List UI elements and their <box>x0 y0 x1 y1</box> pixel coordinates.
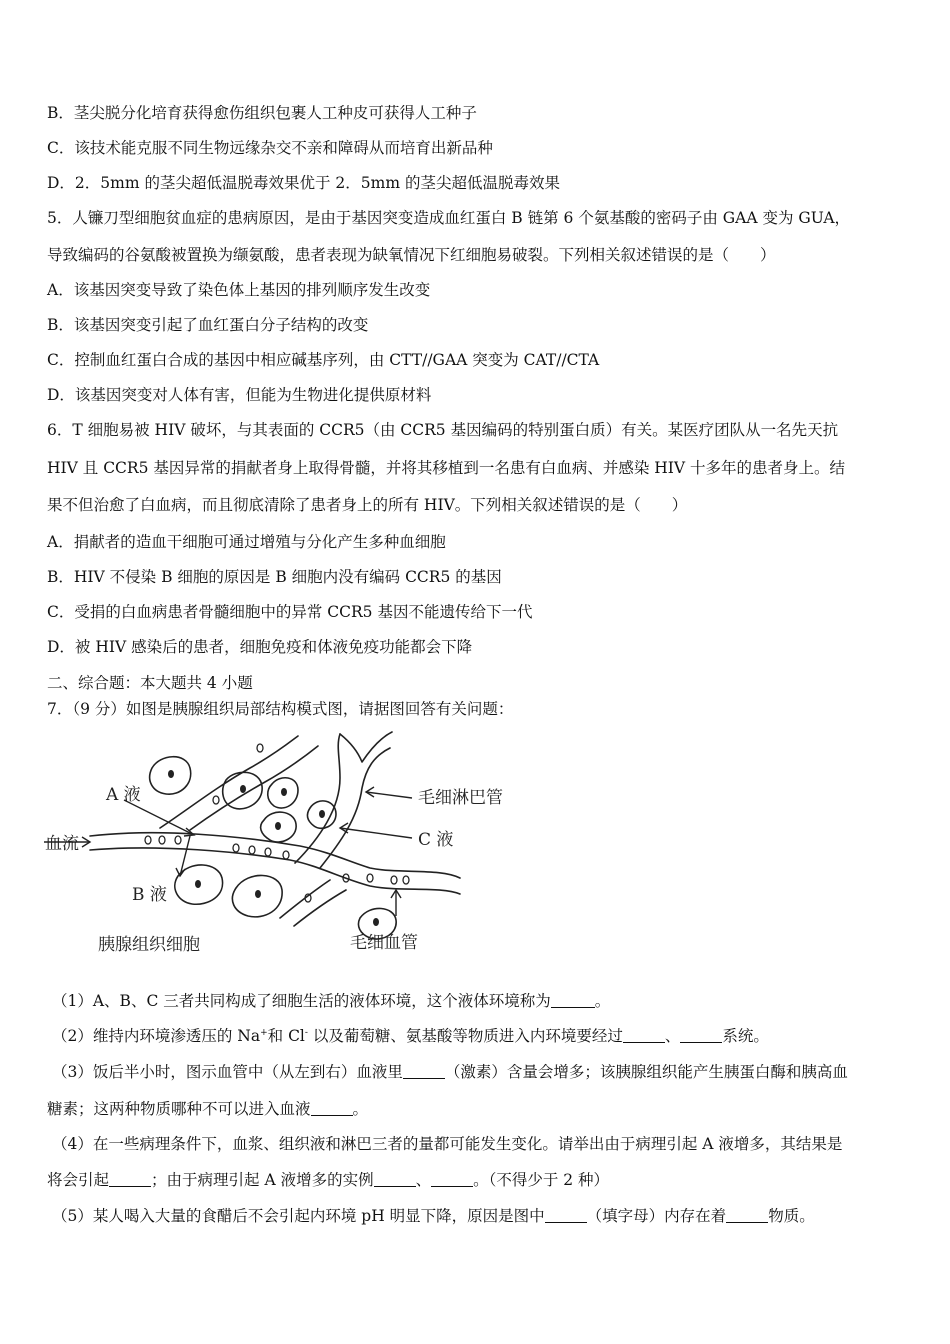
q6-stem-line2: HIV 且 CCR5 基因异常的捐献者身上取得骨髓，并将其移植到一名患有白血病、并感染 HIV 十多年的患者身上。结 <box>47 459 846 477</box>
q7-part3-text: （激素）含量会增多；该胰腺组织能产生胰蛋白酶和胰高血 <box>444 1063 848 1081</box>
answer-blank[interactable] <box>623 1028 665 1043</box>
answer-blank[interactable] <box>545 1208 587 1223</box>
q7-part4-line1: （4）在一些病理条件下，血浆、组织液和淋巴三者的量都可能发生变化。请举出由于病理引起 A 液增多，其结果是 <box>52 1135 843 1153</box>
q7-part4-end: 。（不得少于 2 种） <box>473 1171 610 1189</box>
label-c-fluid: C 液 <box>418 830 454 850</box>
chloride-charge: - <box>304 1028 308 1038</box>
q7-part4-line2 <box>47 1170 609 1190</box>
blood-cell <box>175 836 181 844</box>
q7-part4-text: ；由于病理引起 A 液增多的实例 <box>151 1171 374 1189</box>
blood-cell <box>265 848 271 856</box>
label-a-fluid: A 液 <box>106 785 141 805</box>
q7-part4-text: 将会引起 <box>47 1171 110 1189</box>
answer-blank[interactable] <box>374 1172 416 1187</box>
vessel-upper-left-wall <box>160 736 298 828</box>
label-b-fluid: B 液 <box>132 885 167 905</box>
answer-blank[interactable] <box>403 1064 445 1079</box>
blood-cell <box>403 876 409 884</box>
q7-part2-end: 系统。 <box>722 1027 769 1045</box>
nucleus <box>373 918 379 926</box>
blood-cell <box>391 876 397 884</box>
vessel-lower-branch-wall-2 <box>294 890 346 926</box>
q7-part2 <box>52 1026 769 1046</box>
q7-part1-text: （1）A、B、C 三者共同构成了细胞生活的液体环境，这个液体环境称为 <box>52 992 551 1010</box>
q6-stem-line3: 果不但治愈了白血病，而且彻底清除了患者身上的所有 HIV。下列相关叙述错误的是（ ） <box>47 496 688 514</box>
q7-part5-text: （填字母）内存在着 <box>586 1207 727 1225</box>
q4-option-b: B．茎尖脱分化培育获得愈伤组织包裹人工种皮可获得人工种子 <box>47 104 477 122</box>
q7-part1-end: 。 <box>594 992 611 1010</box>
q7-part5-end: 物质。 <box>768 1207 815 1225</box>
answer-blank[interactable] <box>551 993 595 1008</box>
q6-option-b: B．HIV 不侵染 B 细胞的原因是 B 细胞内没有编码 CCR5 的基因 <box>47 568 502 586</box>
q5-option-b: B．该基因突变引起了血红蛋白分子结构的改变 <box>47 316 369 334</box>
lymph-branch <box>340 732 392 762</box>
q5-option-c: C．控制血红蛋白合成的基因中相应碱基序列，由 CTT//GAA 突变为 CAT//CTA <box>47 351 600 369</box>
q7-part3-text: （3）饭后半小时，图示血管中（从左到右）血液里 <box>52 1063 403 1081</box>
q7-stem: 7．（9 分）如图是胰腺组织局部结构模式图，请据图回答有关问题： <box>47 700 514 718</box>
q5-option-a: A．该基因突变导致了染色体上基因的排列顺序发生改变 <box>47 281 431 299</box>
vessel-upper-left-wall-2 <box>190 746 318 830</box>
q5-stem-line1: 5．人镰刀型细胞贫血症的患病原因，是由于基因突变造成血红蛋白 B 链第 6 个氨基酸的密码子由 GAA 变为 GUA， <box>47 209 851 227</box>
q4-option-d: D．2．5mm 的茎尖超低温脱毒效果优于 2．5mm 的茎尖超低温脱毒效果 <box>47 174 560 192</box>
q5-option-d: D．该基因突变对人体有害，但能为生物进化提供原材料 <box>47 386 432 404</box>
q7-part5 <box>52 1206 815 1226</box>
separator: 、 <box>415 1171 432 1189</box>
answer-blank[interactable] <box>726 1208 768 1223</box>
q7-part2-text: 和 Cl <box>267 1027 305 1045</box>
nucleus <box>255 890 261 898</box>
q7-part3-end: 。 <box>352 1100 369 1118</box>
answer-blank[interactable] <box>431 1172 473 1187</box>
q6-option-c: C．受捐的白血病患者骨髓细胞中的异常 CCR5 基因不能遗传给下一代 <box>47 603 533 621</box>
q7-part2-text: （2）维持内环境渗透压的 Na <box>52 1027 261 1045</box>
q5-stem-line2: 导致编码的谷氨酸被置换为缬氨酸，患者表现为缺氧情况下红细胞易破裂。下列相关叙述错误的是（ ） <box>47 246 776 264</box>
answer-blank[interactable] <box>680 1028 722 1043</box>
label-pancreas-cell: 胰腺组织细胞 <box>98 935 200 955</box>
q4-option-c: C．该技术能克服不同生物远缘杂交不亲和障碍从而培育出新品种 <box>47 139 493 157</box>
lymph-capillary-left-wall <box>295 734 340 863</box>
answer-blank[interactable] <box>109 1172 151 1187</box>
q7-part3-line2 <box>47 1099 368 1119</box>
pancreas-tissue-diagram <box>40 728 510 958</box>
nucleus <box>195 880 201 888</box>
sodium-charge: + <box>260 1028 268 1038</box>
nucleus <box>275 822 281 830</box>
label-blood-capillary: 毛细血管 <box>350 933 418 953</box>
label-blood-flow: 血流 <box>45 834 79 854</box>
blood-cell <box>145 836 151 844</box>
blood-cell <box>367 874 373 882</box>
lymph-capillary-right-wall <box>320 748 390 868</box>
nucleus <box>319 810 325 818</box>
q7-part1 <box>52 991 610 1011</box>
blood-cell <box>257 744 263 752</box>
q7-part5-text: （5）某人喝入大量的食醋后不会引起内环境 pH 明显下降，原因是图中 <box>52 1207 545 1225</box>
nucleus <box>240 785 246 793</box>
q7-part3-text: 糖素；这两种物质哪种不可以进入血液 <box>47 1100 311 1118</box>
nucleus <box>281 788 287 796</box>
blood-cell <box>159 836 165 844</box>
blood-cell <box>249 846 255 854</box>
section-heading: 二、综合题：本大题共 4 小题 <box>47 674 253 692</box>
answer-blank[interactable] <box>311 1101 353 1116</box>
q6-stem-line1: 6．T 细胞易被 HIV 破坏，与其表面的 CCR5（由 CCR5 基因编码的特别蛋白质）有关。某医疗团队从一名先天抗 <box>47 421 839 439</box>
q6-option-a: A．捐献者的造血干细胞可通过增殖与分化产生多种血细胞 <box>47 533 446 551</box>
q7-part3-line1 <box>52 1062 848 1082</box>
blood-cell <box>213 796 219 804</box>
q6-option-d: D．被 HIV 感染后的患者，细胞免疫和体液免疫功能都会下降 <box>47 638 473 656</box>
blood-cell <box>233 844 239 852</box>
label-lymph-capillary: 毛细淋巴管 <box>418 788 503 808</box>
nucleus <box>168 770 174 778</box>
q7-part2-text: 以及葡萄糖、氨基酸等物质进入内环境要经过 <box>307 1027 623 1045</box>
separator: 、 <box>664 1027 681 1045</box>
blood-cell <box>283 851 289 859</box>
